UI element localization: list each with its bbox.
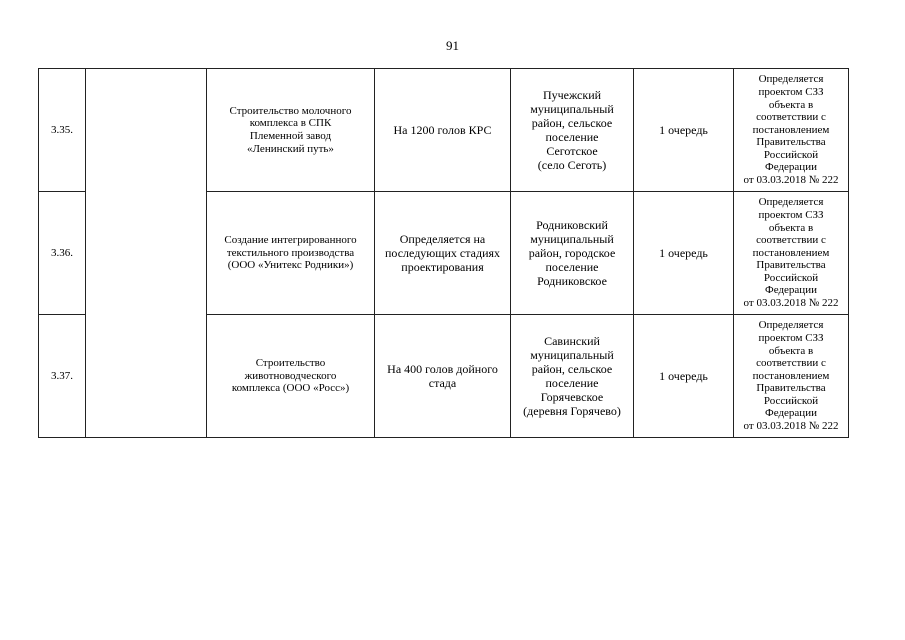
merged-group-cell bbox=[86, 69, 207, 438]
note: Определяется проектом СЗЗ объекта в соответствии с постановлением Правительства Российской Федерации от 03.03.2018 № 222 bbox=[734, 192, 849, 315]
location: Савинский муниципальный район, сельское поселение Горячевское (деревня Горячево) bbox=[511, 315, 634, 438]
stage: 1 очередь bbox=[634, 192, 734, 315]
capacity: На 1200 голов КРС bbox=[375, 69, 511, 192]
capacity: На 400 голов дойного стада bbox=[375, 315, 511, 438]
objects-table bbox=[38, 68, 849, 438]
object-name: Строительство животноводческого комплекса (ООО «Росс») bbox=[207, 315, 375, 438]
table-row bbox=[39, 69, 849, 192]
location: Родниковский муниципальный район, городское поселение Родниковское bbox=[511, 192, 634, 315]
capacity: Определяется на последующих стадиях проектирования bbox=[375, 192, 511, 315]
stage: 1 очередь bbox=[634, 69, 734, 192]
stage: 1 очередь bbox=[634, 315, 734, 438]
location: Пучежский муниципальный район, сельское поселение Сеготское (село Сеготь) bbox=[511, 69, 634, 192]
object-name: Строительство молочного комплекса в СПК Племенной завод «Ленинский путь» bbox=[207, 69, 375, 192]
object-name: Создание интегрированного текстильного производства (ООО «Унитекс Родники») bbox=[207, 192, 375, 315]
row-number: 3.35. bbox=[39, 69, 86, 192]
note: Определяется проектом СЗЗ объекта в соответствии с постановлением Правительства Российской Федерации от 03.03.2018 № 222 bbox=[734, 69, 849, 192]
note: Определяется проектом СЗЗ объекта в соответствии с постановлением Правительства Российской Федерации от 03.03.2018 № 222 bbox=[734, 315, 849, 438]
row-number: 3.36. bbox=[39, 192, 86, 315]
row-number: 3.37. bbox=[39, 315, 86, 438]
page-number: 91 bbox=[446, 38, 459, 53]
